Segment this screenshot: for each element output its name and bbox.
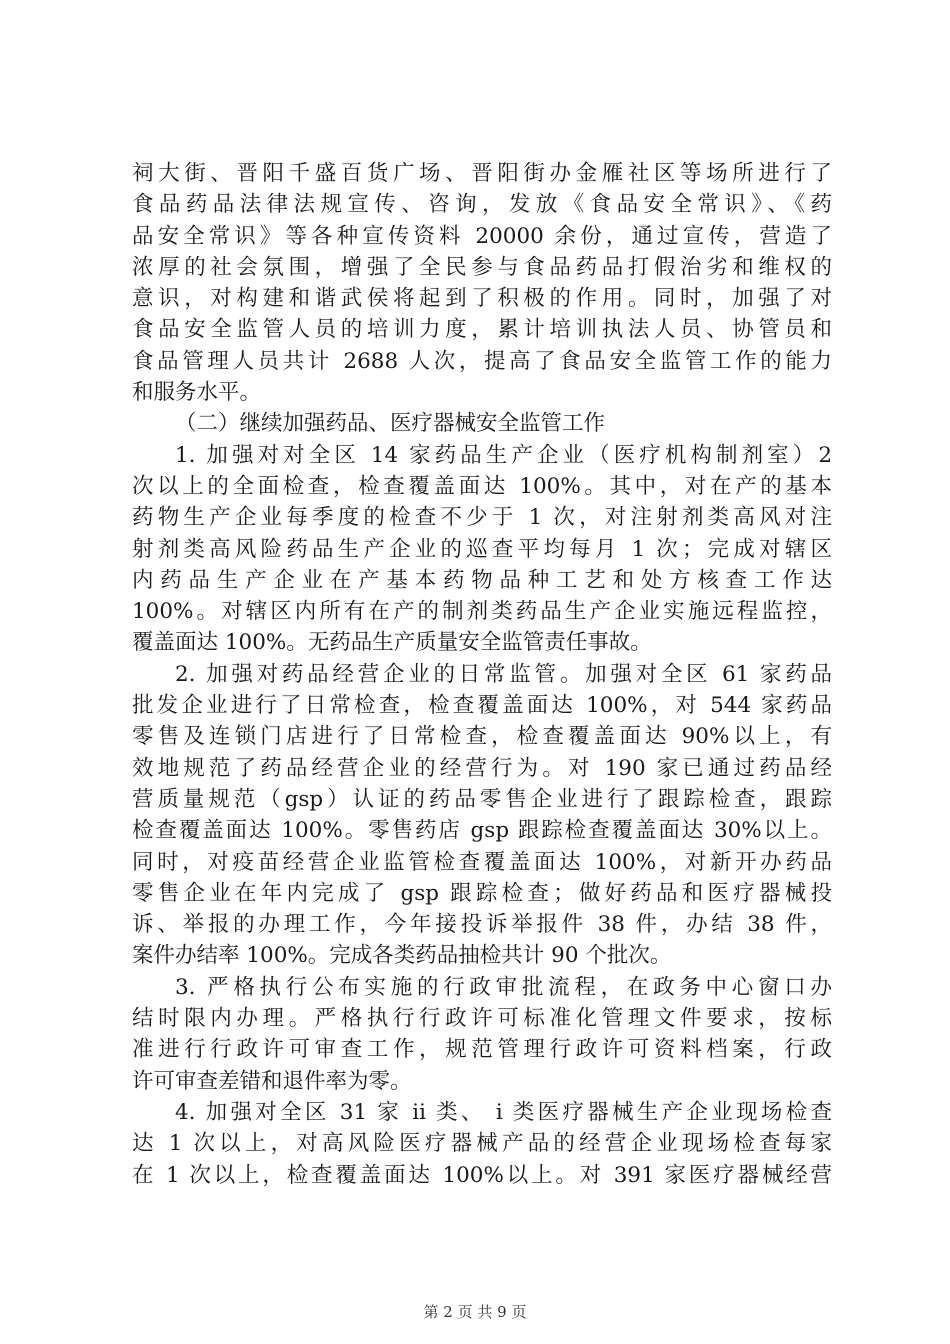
text-line: 覆盖面达 100%。无药品生产质量安全监管责任事故。 [132, 630, 652, 656]
text-line: 结时限内办理。严格执行行政许可标准化管理文件要求，按标 [132, 1006, 832, 1032]
text-line: 次以上的全面检查，检查覆盖面达 100%。其中，对在产的基本 [132, 473, 832, 499]
text-line: 准进行行政许可审查工作，规范管理行政许可资料档案，行政 [132, 1037, 832, 1063]
text-line: （二）继续加强药品、医疗器械安全监管工作 [175, 411, 606, 437]
text-line: 检查覆盖面达 100%。零售药店 gsp 跟踪检查覆盖面达 30%以上。 [132, 818, 832, 844]
text-line: 营质量规范（gsp）认证的药品零售企业进行了跟踪检查，跟踪 [132, 786, 832, 812]
text-line: 食品管理人员共计 2688 人次，提高了食品安全监管工作的能力 [132, 348, 832, 374]
text-line: 射剂类高风险药品生产企业的巡查平均每月 1 次；完成对辖区 [132, 536, 832, 562]
text-line: 意识，对构建和谐武侯将起到了积极的作用。同时，加强了对 [132, 286, 832, 312]
text-line: 诉、举报的办理工作，今年接投诉举报件 38 件，办结 38 件， [132, 912, 832, 938]
text-line: 批发企业进行了日常检查，检查覆盖面达 100%，对 544 家药品 [132, 693, 832, 719]
text-line: 达 1 次以上，对高风险医疗器械产品的经营企业现场检查每家 [132, 1131, 832, 1157]
text-line: 零售及连锁门店进行了日常检查，检查覆盖面达 90%以上，有 [132, 724, 832, 750]
text-line: 1. 加强对对全区 14 家药品生产企业（医疗机构制剂室）2 [175, 442, 832, 468]
text-line: 效地规范了药品经营企业的经营行为。对 190 家已通过药品经 [132, 755, 832, 781]
text-line: 和服务水平。 [132, 380, 262, 406]
text-line: 浓厚的社会氛围，增强了全民参与食品药品打假治劣和维权的 [132, 254, 832, 280]
text-line: 品安全常识》等各种宣传资料 20000 余份，通过宣传，营造了 [132, 223, 832, 249]
text-line: 许可审查差错和退件率为零。 [132, 1068, 412, 1094]
text-line: 祠大街、晋阳千盛百货广场、晋阳街办金雁社区等场所进行了 [132, 161, 832, 186]
text-line: 零售企业在年内完成了 gsp 跟踪检查；做好药品和医疗器械投 [132, 880, 832, 906]
text-line: 100%。对辖区内所有在产的制剂类药品生产企业实施远程监控， [132, 599, 832, 625]
text-line: 2. 加强对药品经营企业的日常监管。加强对全区 61 家药品 [175, 661, 832, 687]
text-line: 案件办结率 100%。完成各类药品抽检共计 90 个批次。 [132, 943, 672, 969]
text-line: 内药品生产企业在产基本药物品种工艺和处方核查工作达 [132, 567, 832, 593]
text-line: 药物生产企业每季度的检查不少于 1 次，对注射剂类高风对注 [132, 505, 832, 531]
text-line: 同时，对疫苗经营企业监管检查覆盖面达 100%，对新开办药品 [132, 849, 832, 875]
text-line: 食品药品法律法规宣传、咨询，发放《食品安全常识》、《药 [132, 192, 832, 218]
text-line: 3. 严格执行公布实施的行政审批流程，在政务中心窗口办 [175, 974, 832, 1000]
text-line: 食品安全监管人员的培训力度，累计培训执法人员、协管员和 [132, 317, 832, 343]
text-line: 4. 加强对全区 31 家 ii 类、 i 类医疗器械生产企业现场检查 [175, 1099, 832, 1125]
page-footer: 第 2 页 共 9 页 [423, 1303, 527, 1321]
document-body [132, 158, 832, 1191]
text-line: 在 1 次以上，检查覆盖面达 100%以上。对 391 家医疗器械经营 [132, 1162, 832, 1188]
